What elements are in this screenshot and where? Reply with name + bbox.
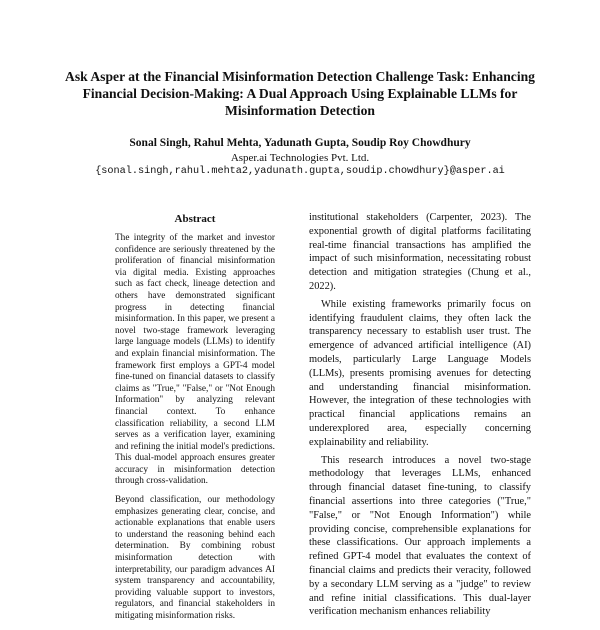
author-emails: {sonal.singh,rahul.mehta2,yadunath.gupta,soudip.chowdhury}@asper.ai xyxy=(95,166,505,177)
introduction-column xyxy=(309,211,531,623)
paper-title: Ask Asper at the Financial Misinformation Detection Challenge Task: Enhancing Financial Decision-Making: A Dual Approach Using Explainable LLMs for Misinformation Detection xyxy=(65,69,535,118)
body-paragraph: institutional stakeholders (Carpenter, 2023). The exponential growth of digital platforms facilitating real-time financial transactions has amplified the impact of such misinformation, necessitating robust detection and mitigation strategies (Chung et al., 2022). xyxy=(309,212,531,292)
affiliation: Asper.ai Technologies Pvt. Ltd. xyxy=(230,152,370,164)
body-paragraph: This research introduces a novel two-stage methodology that leverages LLMs, enhanced through financial dataset fine-tuning, to classify financial assertions into three categories ("True," "False," or "Not Enough Information") while providing concise, comprehensible explanations for these classifications. Our approach implements a refined GPT-4 model that evaluates the context of financial claims and predicts their veracity, followed by a secondary LLM serving as a "judge" to review and refine initial classifications. This dual-layer verification mechanism enhances reliability xyxy=(309,454,531,618)
body-paragraph: While existing frameworks primarily focus on identifying fraudulent claims, they often lack the transparency necessary to establish user trust. The emergence of advanced artificial intelligence (AI) models, particularly Large Language Models (LLMs), presents promising avenues for detecting and understanding financial misinformation. However, the integration of these technologies with practical financial applications remains an underexplored area, especially concerning explainability and reliability. xyxy=(309,298,531,448)
abstract-paragraph: The integrity of the market and investor confidence are seriously threatened by the proliferation of financial misinformation via digital media. Existing approaches such as fact check, lineage detection and others have demonstrated significant progress in detecting financial misinformation. In this paper, we present a novel two-stage framework leveraging large language models (LLMs) to identify and explain financial misinformation. The framework first employs a GPT-4 model fine-tuned on financial datasets to classify claims as "True," "False," or "Not Enough Information" by analyzing relevant financial context. To enhance classification reliability, a second LLM serves as a verification layer, examining and refining the initial model's predictions. This dual-model approach ensures greater accuracy in misinformation detection through cross-validation. xyxy=(115,233,275,487)
abstract-paragraph: Beyond classification, our methodology emphasizes generating clear, concise, and actionable explanations that enable users to understand the reasoning behind each determination. By combining robust misinformation detection with interpretability, our paradigm advances AI system transparency and accountability, providing valuable support to investors, regulators, and financial stakeholders in mitigating misinformation risks. xyxy=(115,495,275,621)
author-list: Sonal Singh, Rahul Mehta, Yadunath Gupta, Soudip Roy Chowdhury xyxy=(129,137,471,149)
abstract-heading: Abstract xyxy=(174,213,216,225)
abstract-body xyxy=(115,233,275,630)
